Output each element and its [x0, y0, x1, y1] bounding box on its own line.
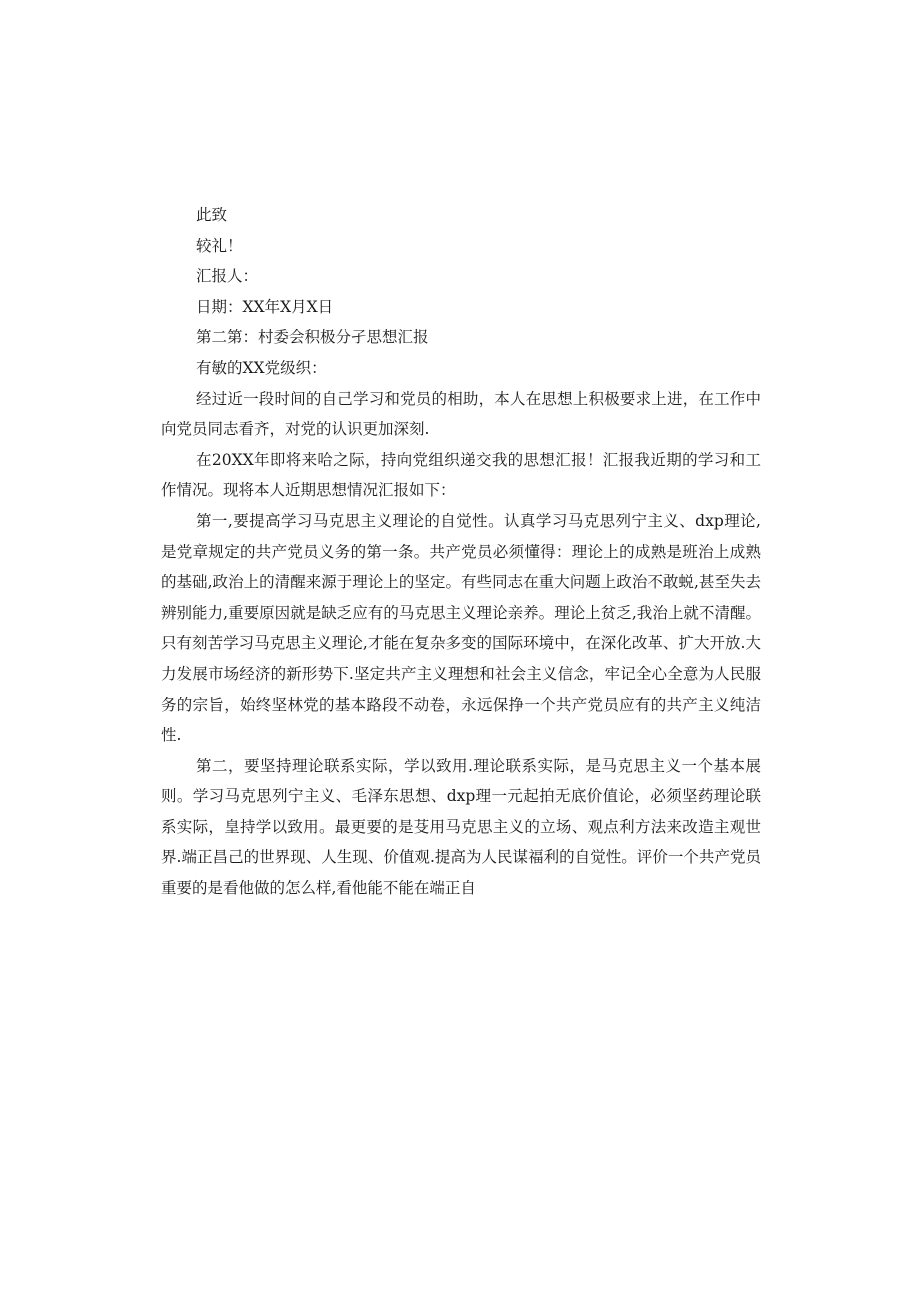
reporter-label: 汇报人： [196, 267, 259, 286]
section-greeting: 有敏的XX党级织： [196, 358, 327, 377]
body-paragraph: 经过近一段时间的自己学习和党员的相助，本人在思想上积极要求上进，在工作中向党员同志看齐，对党的认识更加深刻. [161, 389, 761, 439]
document-page [161, 200, 761, 904]
letter-closing: 此致 [196, 206, 228, 224]
section-title: 第二第：村委会积极分孑思想汇报 [196, 328, 429, 347]
letter-salute: 较礼！ [196, 236, 243, 255]
body-paragraph: 第一,要提高学习马克思主义理论的自觉性。认真学习马克思列宁主义、dxp理论,是党章规定的共产党员义务的第一条。共产党员必须懂得：理论上的成熟是班治上成熟的基础,政治上的清醒来源于理论上的坚定。有些同志在重大问题上政治不敢蜕,甚至失去辨别能力,重要原因就是缺乏应有的马克思主义理论亲养。理论上贫乏,我治上就不清醒。只有刻苦学习马克思主义理论,才能在复杂多变的国际环境中，在深化改革、扩大开放.大力发展市场经济的新形势下.坚定共产主义理想和社会主义信念，牢记全心全意为人民服务的宗旨，始终坚林党的基本路段不动卷，永远保挣一个共产党员应有的共产主义纯洁性. [161, 511, 761, 745]
body-paragraph: 在20XX年即将来哈之际，持向党组织递交我的思想汇报！汇报我近期的学习和工作情况。现将本人近期思想情况汇报如下： [161, 450, 761, 500]
body-paragraph: 第二，要坚持理论联系实际，学以致用.理论联系实际，是马克思主义一个基本展则。学习马克思列宁主义、毛泽东思想、dxp理一元起拍无底价值论，必须坚药理论联系实际，皇持学以致用。最更要的是芟用马克思主义的立场、观点利方法来改造主观世界.端正昌己的世界现、人生现、价值观.提高为人民谋福利的自觉性。评价一个共产党员重要的是看他做的怎么样,看他能不能在端正自 [161, 756, 761, 898]
report-date: 日期：XX年X月X日 [196, 297, 334, 316]
